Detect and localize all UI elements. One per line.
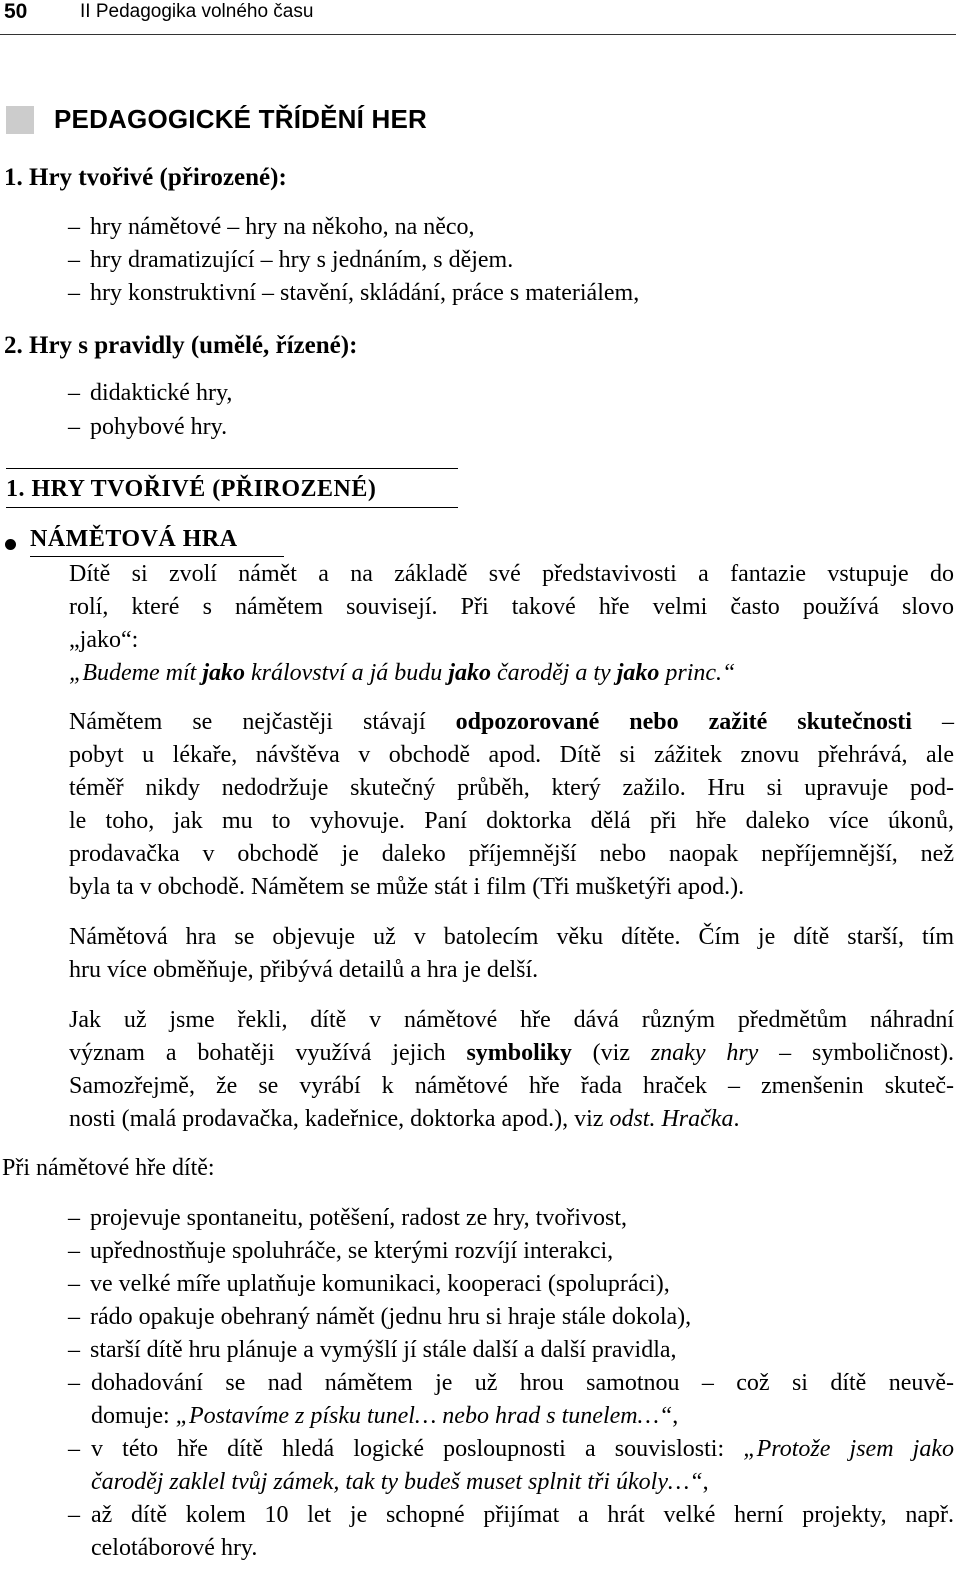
list-item: – v této hře dítě hledá logické posloupnosti a souvislosti: „Protože jsem jako — [68, 1436, 954, 1462]
list-item: – hry konstruktivní – stavění, skládání, práce s materiálem, — [68, 280, 640, 306]
list-item: – hry námětové – hry na někoho, na něco, — [68, 214, 475, 240]
list-item: – dohadování se nad námětem je už hrou samotnou – což si dítě neuvě- — [68, 1370, 954, 1396]
list-item-continuation: domuje: „Postavíme z písku tunel… nebo hrad s tunelem…“, — [91, 1403, 679, 1429]
list-item: – didaktické hry, — [68, 380, 233, 406]
section-heading — [6, 104, 427, 135]
paragraph-line: prodavačka v obchodě je daleko příjemnější nebo naopak nepříjemnější, než — [69, 841, 954, 867]
list-item: – upřednostňuje spoluhráče, se kterými rozvíjí interakci, — [68, 1238, 614, 1264]
running-header-title: II Pedagogika volného času — [80, 1, 314, 22]
list-item: – až dítě kolem 10 let je schopné přijímat a hrát velké herní projekty, např. — [68, 1502, 954, 1528]
list-item: – ve velké míře uplatňuje komunikaci, kooperaci (spolupráci), — [68, 1271, 670, 1297]
list-item-continuation: čaroděj zaklel tvůj zámek, tak ty budeš muset splnit tři úkoly…“, — [91, 1469, 709, 1495]
running-header — [0, 0, 956, 35]
paragraph-line: téměř nikdy nedodržuje skutečný průběh, který zažilo. Hru si upravuje pod- — [69, 775, 954, 801]
paragraph-line: Námětem se nejčastěji stávají odpozorované nebo zažité skutečnosti – — [69, 709, 954, 735]
paragraph-line: „jako“: — [69, 627, 139, 653]
bullet-icon — [5, 539, 16, 550]
list-item: – starší dítě hru plánuje a vymýšlí jí stále další a další pravidla, — [68, 1337, 677, 1363]
paragraph-line: rolí, které s námětem souvisejí. Při takové hře velmi často používá slovo — [69, 594, 954, 620]
paragraph-line: pobyt u lékaře, návštěva v obchodě apod. Dítě si zážitek znovu přehrává, ale — [69, 742, 954, 768]
paragraph-line: význam a bohatěji využívá jejich symboliky (viz znaky hry – symboličnost). — [69, 1040, 955, 1066]
group2-title: 2. Hry s pravidly (umělé, řízené): — [4, 332, 358, 359]
list-item: – projevuje spontaneitu, potěšení, radost ze hry, tvořivost, — [68, 1205, 627, 1231]
section-square-icon — [6, 106, 34, 134]
paragraph-line: Jak už jsme řekli, dítě v námětové hře dává různým předmětům náhradní — [69, 1007, 954, 1033]
paragraph-line: byla ta v obchodě. Námětem se může stát i film (Tři mušketýři apod.). — [69, 874, 745, 900]
page-number: 50 — [4, 0, 28, 23]
section-title: PEDAGOGICKÉ TŘÍDĚNÍ HER — [54, 104, 427, 134]
paragraph-line: hru více obměňuje, přibývá detailů a hra je delší. — [69, 957, 539, 983]
topic-underline — [30, 556, 284, 557]
subsection-top-rule — [6, 468, 458, 469]
paragraph-line: Samozřejmě, že se vyrábí k námětové hře řada hraček – zmenšenin skuteč- — [69, 1073, 954, 1099]
list-intro: Při námětové hře dítě: — [2, 1155, 215, 1181]
list-item: – rádo opakuje obehraný námět (jednu hru si hraje stále dokola), — [68, 1304, 692, 1330]
group1-title: 1. Hry tvořivé (přirozené): — [4, 164, 287, 191]
subsection-title: 1. HRY TVOŘIVÉ (PŘIROZENÉ) — [6, 476, 377, 502]
paragraph-line: nosti (malá prodavačka, kadeřnice, doktorka apod.), viz odst. Hračka. — [69, 1106, 740, 1132]
paragraph-line: Dítě si zvolí námět a na základě své představivosti a fantazie vstupuje do — [69, 561, 954, 587]
topic-title: NÁMĚTOVÁ HRA — [30, 526, 238, 552]
subsection-bottom-rule — [6, 507, 458, 508]
paragraph-line: Námětová hra se objevuje už v batolecím věku dítěte. Čím je dítě starší, tím — [69, 924, 954, 950]
list-item: – pohybové hry. — [68, 414, 228, 440]
quote-line: „Budeme mít jako království a já budu jako čaroděj a ty jako princ.“ — [69, 660, 736, 686]
list-item: – hry dramatizující – hry s jednáním, s dějem. — [68, 247, 514, 273]
paragraph-line: le toho, jak mu to vyhovuje. Paní doktorka dělá při hře daleko více úkonů, — [69, 808, 954, 834]
list-item-continuation: celotáborové hry. — [91, 1535, 258, 1561]
